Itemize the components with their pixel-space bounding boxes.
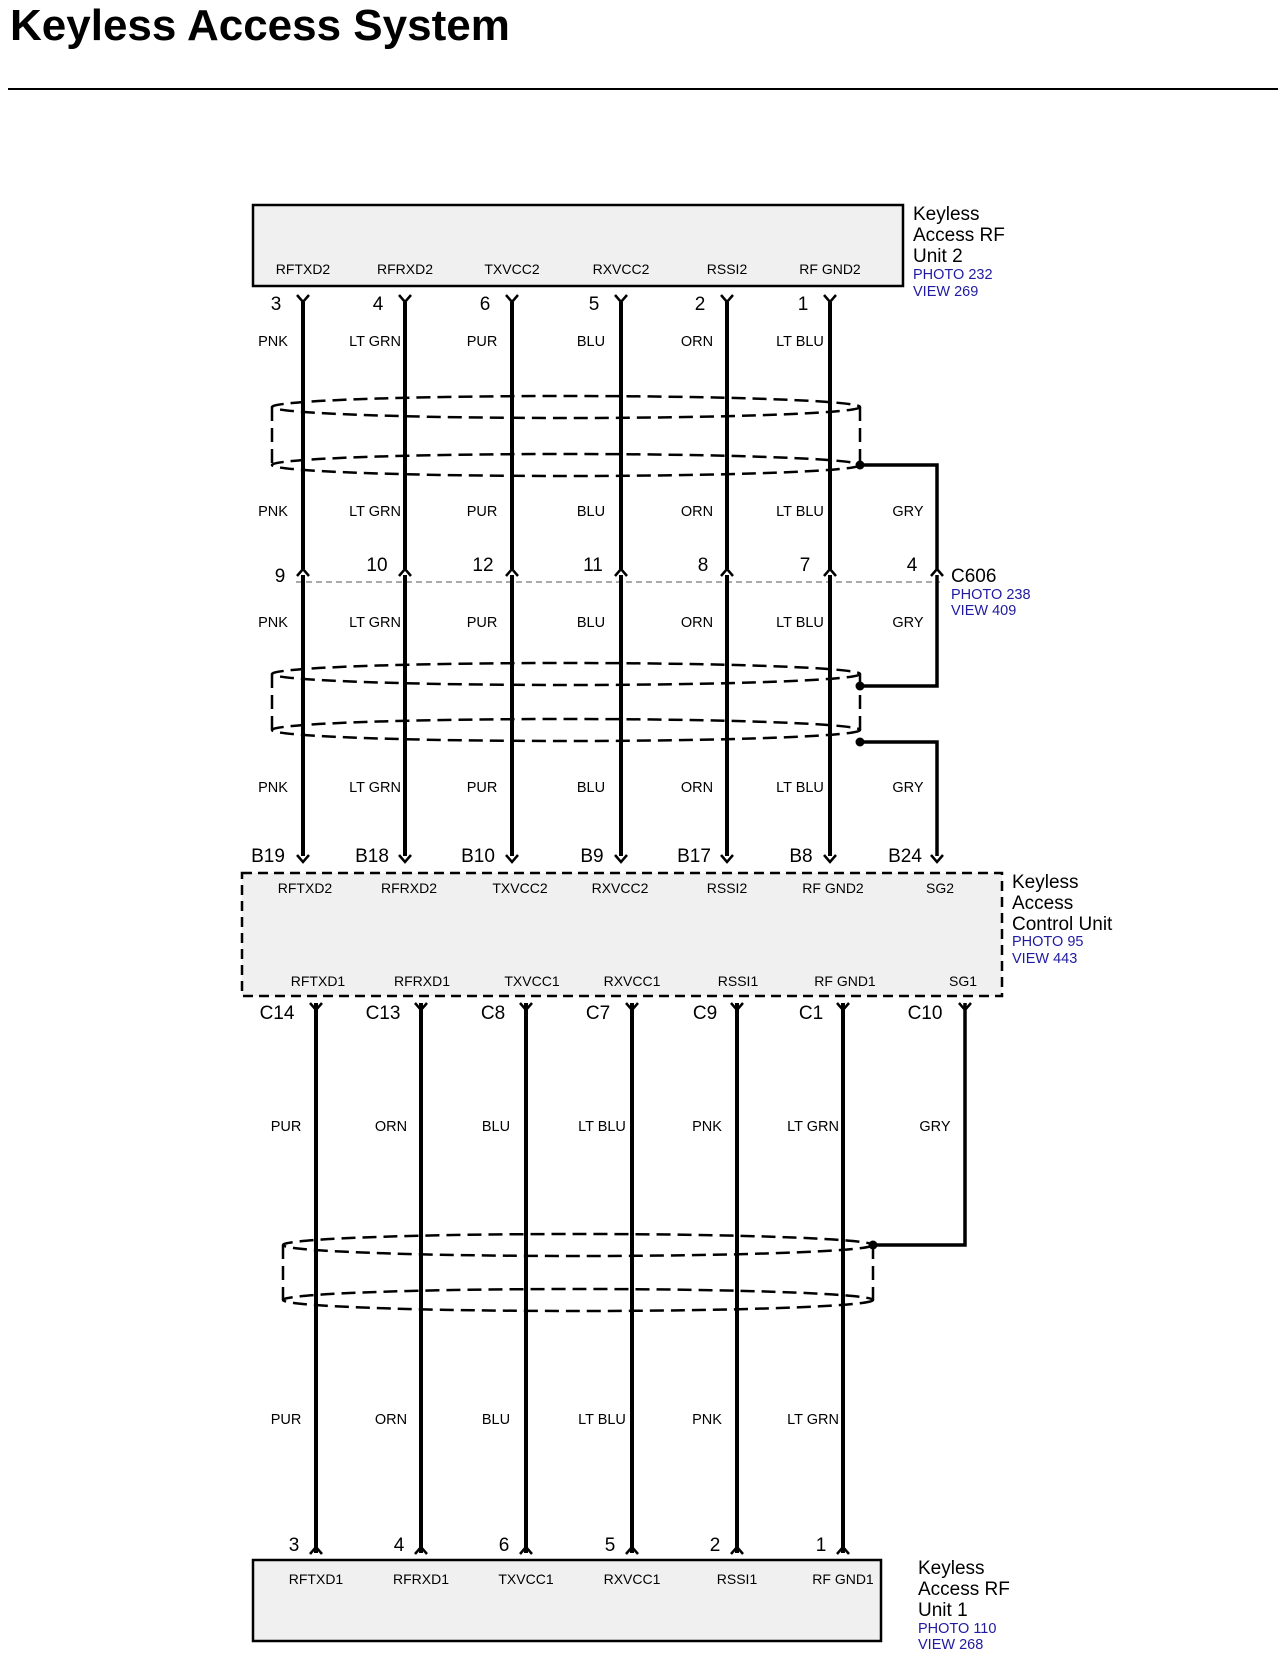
control-unit-top-terminal-6[interactable] xyxy=(931,855,943,862)
upper-wire-color-3-2: PUR xyxy=(466,780,498,796)
c606-pin-0: 9 xyxy=(274,566,286,587)
control-unit-top-terminal-3[interactable] xyxy=(615,855,627,862)
rf-unit-1-photo-ref[interactable]: PHOTO 110 xyxy=(918,1621,997,1637)
control-unit-top-pin-num-5: B8 xyxy=(789,846,813,867)
control-unit-bottom-pin-num-3: C7 xyxy=(585,1003,611,1024)
lower-wire-color-bottom-3: LT BLU xyxy=(578,1412,626,1428)
rf-unit-1-pin-1: 4 xyxy=(393,1535,405,1556)
control-unit-bottom-signal-0: RFTXD1 xyxy=(290,973,346,989)
control-unit-top-pin-num-2: B10 xyxy=(461,846,495,867)
control-unit-top-terminal-1[interactable] xyxy=(399,855,411,862)
rf-unit-2-terminal-2[interactable] xyxy=(506,295,518,302)
rf-unit-2-terminal-1[interactable] xyxy=(399,295,411,302)
upper-shield-1-bottom-ellipse xyxy=(272,454,860,476)
rf-unit-1-signal-5: RF GND1 xyxy=(812,1571,874,1587)
control-unit-bottom-pin-num-2: C8 xyxy=(480,1003,506,1024)
c606-pin-4: 8 xyxy=(697,555,709,576)
control-unit-top-signal-6: SG2 xyxy=(925,880,955,896)
c606-pin-1: 10 xyxy=(366,555,388,576)
control-unit-top-signal-4: RSSI2 xyxy=(706,880,748,896)
upper-drain-color-1: GRY xyxy=(892,615,924,631)
page-title: Keyless Access System xyxy=(10,1,510,50)
control-unit-bottom-pin-num-6: C10 xyxy=(907,1003,943,1024)
lower-wire-color-top-4: PNK xyxy=(692,1119,722,1135)
rf-unit-2-terminal-0[interactable] xyxy=(297,295,309,302)
control-unit-top-terminal-5[interactable] xyxy=(824,855,836,862)
lower-wire-color-bottom-2: BLU xyxy=(481,1412,511,1428)
lower-wire-color-bottom-0: PUR xyxy=(270,1412,302,1428)
control-unit-top-pin-num-4: B17 xyxy=(677,846,711,867)
rf-unit-1-signal-4: RSSI1 xyxy=(716,1571,758,1587)
rf-unit-2-pin-4: 2 xyxy=(694,294,706,315)
upper-wire-color-3-5: LT BLU xyxy=(776,780,824,796)
rf-unit-2-view-ref[interactable]: VIEW 269 xyxy=(913,284,979,300)
lower-shield xyxy=(283,1234,873,1311)
control-unit-name-line-2: Access xyxy=(1012,893,1074,914)
upper-wire-color-0-2: PUR xyxy=(466,334,498,350)
lower-wire-color-top-3: LT BLU xyxy=(578,1119,626,1135)
control-unit-top-pin-num-0: B19 xyxy=(251,846,285,867)
upper-drain-color-2: GRY xyxy=(892,780,924,796)
rf-unit-2-photo-ref[interactable]: PHOTO 232 xyxy=(913,267,993,283)
lower-drain-color: GRY xyxy=(919,1119,951,1135)
control-unit-top-signal-5: RF GND2 xyxy=(802,880,864,896)
rf-unit-2-signal-2: TXVCC2 xyxy=(484,261,540,277)
control-unit-top-terminal-4[interactable] xyxy=(721,855,733,862)
c606-terminal-6[interactable] xyxy=(931,569,943,576)
c606-terminal-5[interactable] xyxy=(824,569,836,576)
control-unit-photo-ref[interactable]: PHOTO 95 xyxy=(1012,934,1084,950)
control-unit-bottom-pin-num-0: C14 xyxy=(259,1003,295,1024)
lower-shield-top-ellipse xyxy=(283,1234,873,1256)
lower-wire-color-bottom-4: PNK xyxy=(692,1412,722,1428)
rf-unit-1-signal-1: RFRXD1 xyxy=(392,1571,450,1587)
rf-unit-1-pin-5: 1 xyxy=(815,1535,827,1556)
rf-unit-1-name-line-1: Keyless xyxy=(918,1558,985,1579)
control-unit-name-line-3: Control Unit xyxy=(1012,914,1113,935)
c606-view-ref[interactable]: VIEW 409 xyxy=(951,603,1017,619)
c606-pin-3: 11 xyxy=(583,555,603,576)
upper-wire-color-3-4: ORN xyxy=(680,780,714,796)
c606-pin-2: 12 xyxy=(472,555,494,576)
control-unit-view-ref[interactable]: VIEW 443 xyxy=(1012,951,1078,967)
control-unit-bottom-pin-num-1: C13 xyxy=(365,1003,401,1024)
rf-unit-1-pin-4: 2 xyxy=(709,1535,721,1556)
rf-unit-1-name-line-3: Unit 1 xyxy=(918,1600,968,1621)
lower-wire-color-top-2: BLU xyxy=(481,1119,511,1135)
rf-unit-1-box xyxy=(253,1560,881,1641)
upper-shield-1-top-ellipse xyxy=(272,396,860,418)
lower-wire-color-top-5: LT GRN xyxy=(787,1119,839,1135)
control-unit-bottom-signal-4: RSSI1 xyxy=(717,973,759,989)
rf-unit-2-signal-5: RF GND2 xyxy=(799,261,861,277)
rf-unit-2-signal-4: RSSI2 xyxy=(706,261,748,277)
control-unit-bottom-signal-1: RFRXD1 xyxy=(393,973,451,989)
rf-unit-2-name-line-3: Unit 2 xyxy=(913,246,963,267)
upper-wire-color-1-3: BLU xyxy=(576,504,606,520)
control-unit-bottom-signal-2: TXVCC1 xyxy=(504,973,560,989)
upper-wire-color-1-5: LT BLU xyxy=(776,504,824,520)
c606-label xyxy=(951,566,1031,619)
rf-unit-2-signal-0: RFTXD2 xyxy=(275,261,331,277)
rf-unit-2-terminal-3[interactable] xyxy=(615,295,627,302)
control-unit-top-signal-0: RFTXD2 xyxy=(277,880,333,896)
upper-wire-color-2-5: LT BLU xyxy=(776,615,824,631)
control-unit-bottom-signal-6: SG1 xyxy=(948,973,978,989)
rf-unit-2-pin-0: 3 xyxy=(270,294,282,315)
rf-unit-1-pin-2: 6 xyxy=(498,1535,510,1556)
control-unit-top-terminal-0[interactable] xyxy=(297,855,309,862)
upper-wire-color-2-0: PNK xyxy=(258,615,288,631)
lower-wire-color-bottom-1: ORN xyxy=(374,1412,408,1428)
rf-unit-2-name-line-2: Access RF xyxy=(913,225,1005,246)
lower-shield-bottom-ellipse xyxy=(283,1289,873,1311)
upper-wire-color-0-5: LT BLU xyxy=(776,334,824,350)
control-unit-top-pin-num-1: B18 xyxy=(355,846,389,867)
upper-drain-color-0: GRY xyxy=(892,504,924,520)
rf-unit-2-name-line-1: Keyless xyxy=(913,204,980,225)
rf-unit-1-name-line-2: Access RF xyxy=(918,1579,1010,1600)
control-unit-top-signal-1: RFRXD2 xyxy=(380,880,438,896)
upper-shield-2-top-ellipse xyxy=(272,663,860,685)
rf-unit-2-terminal-5[interactable] xyxy=(824,295,836,302)
upper-wire-color-2-4: ORN xyxy=(680,615,714,631)
rf-unit-2-pin-2: 6 xyxy=(479,294,491,315)
upper-shield-1 xyxy=(272,396,860,476)
rf-unit-2-pin-1: 4 xyxy=(372,294,384,315)
upper-wire-color-2-1: LT GRN xyxy=(349,615,401,631)
c606-photo-ref[interactable]: PHOTO 238 xyxy=(951,587,1031,603)
upper-wire-color-2-2: PUR xyxy=(466,615,498,631)
control-unit-name-line-1: Keyless xyxy=(1012,872,1079,893)
control-unit-label xyxy=(1012,872,1113,967)
upper-wire-color-2-3: BLU xyxy=(576,615,606,631)
upper-wire-color-1-1: LT GRN xyxy=(349,504,401,520)
rf-unit-1-signal-0: RFTXD1 xyxy=(288,1571,344,1587)
upper-shield-2-bottom-ellipse xyxy=(272,719,860,741)
rf-unit-2-pin-5: 1 xyxy=(797,294,809,315)
rf-unit-1-signal-2: TXVCC1 xyxy=(498,1571,554,1587)
upper-wire-color-1-0: PNK xyxy=(258,504,288,520)
control-unit-top-signal-2: TXVCC2 xyxy=(492,880,548,896)
upper-drain-wire-3[interactable] xyxy=(860,742,937,856)
upper-wire-color-3-3: BLU xyxy=(576,780,606,796)
rf-unit-2-pin-3: 5 xyxy=(588,294,600,315)
control-unit-bottom-signal-5: RF GND1 xyxy=(814,973,876,989)
control-unit-top-pin-num-3: B9 xyxy=(580,846,604,867)
upper-wire-color-1-4: ORN xyxy=(680,504,714,520)
lower-wire-color-bottom-5: LT GRN xyxy=(787,1412,839,1428)
upper-wire-color-1-2: PUR xyxy=(466,504,498,520)
upper-shield-2 xyxy=(272,663,860,741)
control-unit-bottom-signal-3: RXVCC1 xyxy=(603,973,661,989)
c606-terminal-2[interactable] xyxy=(506,569,518,576)
control-unit-top-signal-3: RXVCC2 xyxy=(591,880,649,896)
lower-wire-color-top-1: ORN xyxy=(374,1119,408,1135)
c606-terminal-3[interactable] xyxy=(615,569,627,576)
control-unit-top-pin-num-6: B24 xyxy=(888,846,922,867)
control-unit-bottom-pin-num-4: C9 xyxy=(692,1003,718,1024)
c606-terminal-4[interactable] xyxy=(721,569,733,576)
c606-name: C606 xyxy=(951,566,997,587)
c606-terminal-1[interactable] xyxy=(399,569,411,576)
rf-unit-1-view-ref[interactable]: VIEW 268 xyxy=(918,1637,984,1653)
lower-wire-color-top-0: PUR xyxy=(270,1119,302,1135)
control-unit-bottom-pin-num-5: C1 xyxy=(798,1003,824,1024)
upper-wire-color-3-0: PNK xyxy=(258,780,288,796)
c606-pin-5: 7 xyxy=(799,555,811,576)
rf-unit-2-signal-1: RFRXD2 xyxy=(376,261,434,277)
rf-unit-1-pin-3: 5 xyxy=(604,1535,616,1556)
rf-unit-2-terminal-4[interactable] xyxy=(721,295,733,302)
control-unit-top-terminal-2[interactable] xyxy=(506,855,518,862)
c606-terminal-0[interactable] xyxy=(297,569,309,576)
rf-unit-1-pin-0: 3 xyxy=(288,1535,300,1556)
upper-wire-color-3-1: LT GRN xyxy=(349,780,401,796)
upper-wire-color-0-4: ORN xyxy=(680,334,714,350)
rf-unit-1-label xyxy=(918,1558,1010,1653)
upper-wire-color-0-0: PNK xyxy=(258,334,288,350)
rf-unit-1-signal-3: RXVCC1 xyxy=(603,1571,661,1587)
upper-wire-color-0-1: LT GRN xyxy=(349,334,401,350)
c606-pin-6: 4 xyxy=(906,555,918,576)
rf-unit-2-label xyxy=(913,204,1005,300)
upper-wire-color-0-3: BLU xyxy=(576,334,606,350)
rf-unit-2-signal-3: RXVCC2 xyxy=(592,261,650,277)
